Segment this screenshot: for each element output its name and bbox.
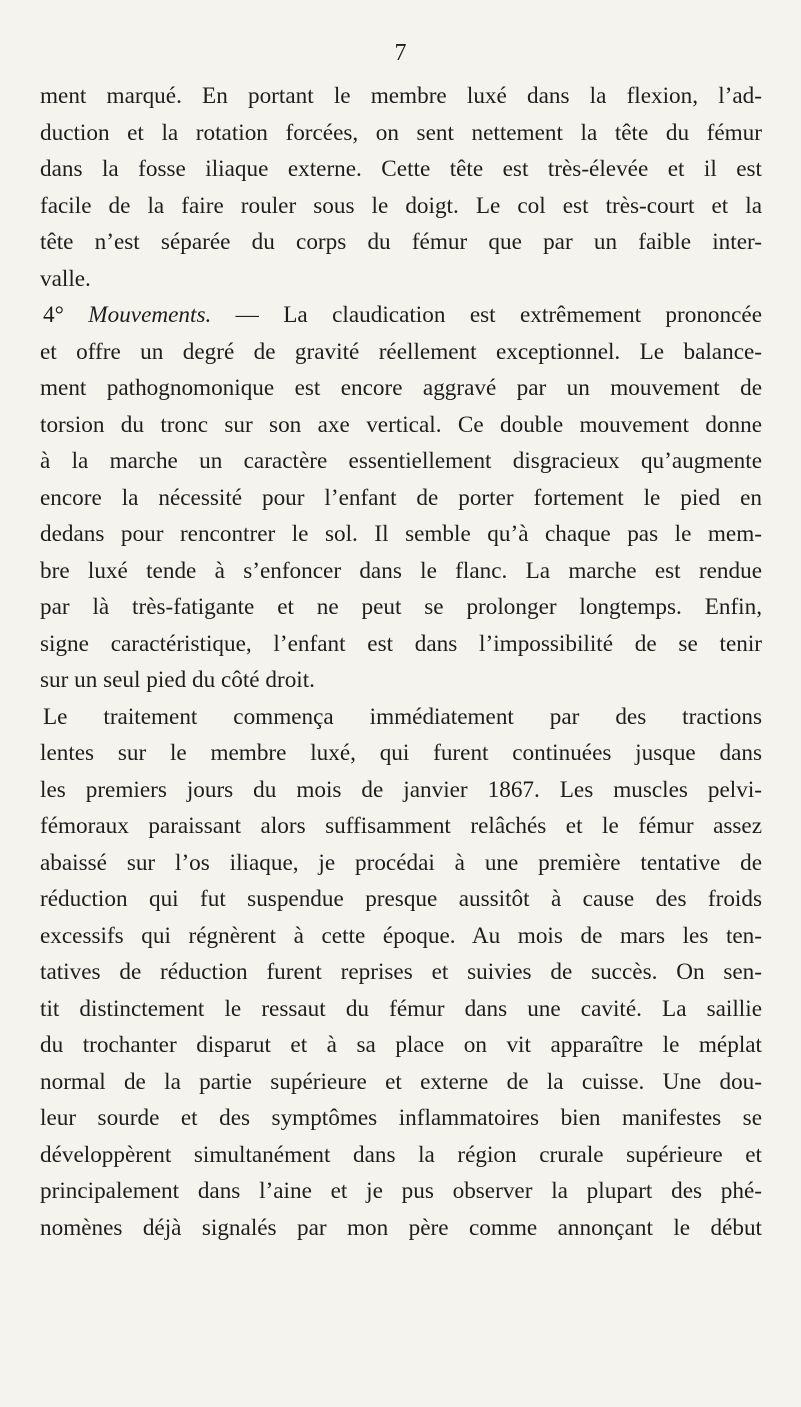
text-line: nomènes déjà signalés par mon père comme annonçant le début (40, 1214, 762, 1241)
page-number: 7 (394, 40, 407, 66)
text-line: tatives de réduction furent reprises et suivies de succès. On sen- (40, 959, 762, 985)
text-line: et offre un degré de gravité réellement exceptionnel. Le balance- (40, 338, 762, 365)
section-text: — La claudication est extrêmement prononcée (211, 302, 762, 328)
text-line: du trochanter disparut et à sa place on vit apparaître le méplat (40, 1032, 762, 1058)
text-line: valle. (40, 265, 91, 292)
text-line: signe caractéristique, l’enfant est dans l’impossibilité de se tenir (40, 630, 762, 657)
text-line: ment marqué. En portant le membre luxé dans la flexion, l’ad- (40, 83, 762, 109)
section-number: 4° (43, 302, 89, 328)
text-line: Le traitement commença immédiatement par des tractions (43, 703, 762, 730)
text-line: par là très-fatigante et ne peut se prolonger longtemps. Enfin, (40, 594, 762, 620)
section-title: Mouvements. (88, 302, 212, 328)
text-line: lentes sur le membre luxé, qui furent continuées jusque dans (40, 740, 762, 766)
body-text (40, 78, 762, 1246)
text-line: dans la fosse iliaque externe. Cette tête est très-élevée et il est (40, 156, 762, 182)
text-line: bre luxé tende à s’enfoncer dans le flanc. La marche est rendue (40, 557, 762, 584)
text-line: réduction qui fut suspendue presque aussitôt à cause des froids (40, 886, 762, 912)
text-line: duction et la rotation forcées, on sent nettement la tête du fémur (40, 119, 762, 146)
text-line: facile de la faire rouler sous le doigt. Le col est très-court et la (40, 192, 762, 219)
text-line: excessifs qui régnèrent à cette époque. Au mois de mars les ten- (40, 922, 762, 949)
text-line: torsion du tronc sur son axe vertical. Ce double mouvement donne (40, 411, 762, 438)
text-line: ment pathognomonique est encore aggravé par un mouvement de (40, 375, 762, 401)
text-line: sur un seul pied du côté droit. (40, 667, 315, 693)
text-line: principalement dans l’aine et je pus observer la plupart des phé- (40, 1178, 762, 1204)
text-line: abaissé sur l’os iliaque, je procédai à une première tentative de (40, 849, 762, 876)
text-line: normal de la partie supérieure et externe de la cuisse. Une dou- (40, 1068, 762, 1095)
text-line: les premiers jours du mois de janvier 1867. Les muscles pelvi- (40, 776, 762, 803)
section-heading-line (40, 297, 762, 334)
text-line: à la marche un caractère essentiellement disgracieux qu’augmente (40, 448, 762, 474)
text-line: tête n’est séparée du corps du fémur que par un faible inter- (40, 229, 762, 255)
text-line: tit distinctement le ressaut du fémur dans une cavité. La saillie (40, 995, 762, 1022)
text-line: développèrent simultanément dans la région crurale supérieure et (40, 1141, 762, 1168)
text-line: dedans pour rencontrer le sol. Il semble qu’à chaque pas le mem- (40, 521, 762, 547)
text-line: fémoraux paraissant alors suffisamment relâchés et le fémur assez (40, 813, 762, 839)
text-line: encore la nécessité pour l’enfant de porter fortement le pied en (40, 484, 762, 511)
text-line: leur sourde et des symptômes inflammatoires bien manifestes se (40, 1105, 762, 1131)
